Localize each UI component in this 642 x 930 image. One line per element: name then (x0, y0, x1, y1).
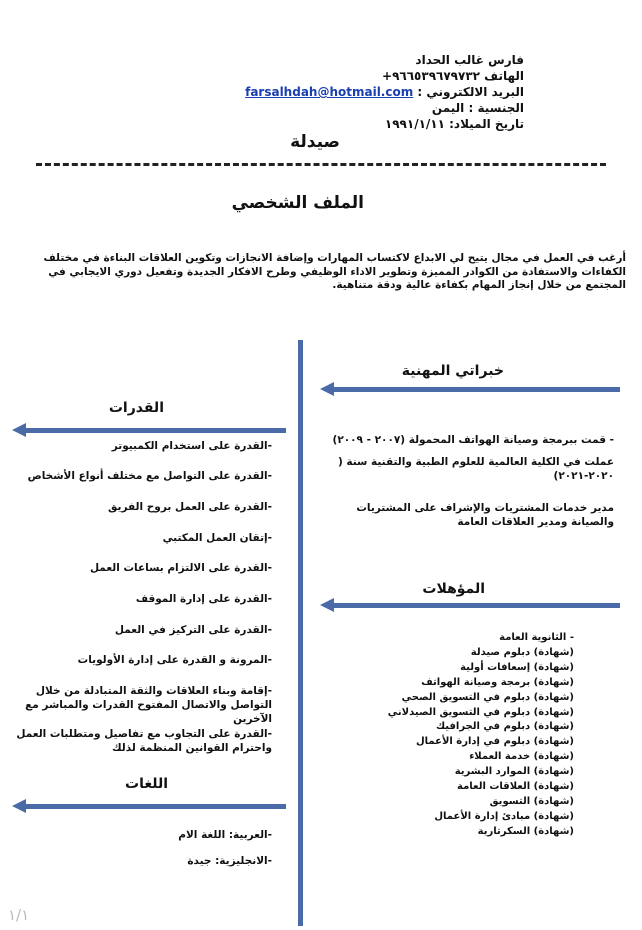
list-item: (شهادة) دبلوم في إدارة الأعمال (415, 736, 574, 748)
list-item: (شهادة) دبلوم صيدلة (470, 646, 574, 658)
ability-item: -المرونة و القدرة على إدارة الأولويات (77, 654, 272, 666)
abilities-arrow (24, 428, 286, 433)
experience-item: عملت في الكلية العالمية للعلوم الطبية والتقنية سنة ( ٢٠٢٠-٢٠٢١) (337, 456, 614, 482)
job-title: صيدلة (290, 132, 340, 152)
list-item: (شهادة) خدمة العملاء (469, 751, 574, 763)
languages-arrow (24, 804, 286, 809)
list-item: - الثانوية العامة (499, 632, 574, 643)
profile-title: الملف الشخصي (231, 193, 364, 213)
ability-item: -القدرة على الالتزام بساعات العمل (89, 562, 272, 574)
list-item: (شهادة) دبلوم في التسويق الصيدلاني (387, 706, 574, 718)
ability-item: -القدرة على استخدام الكمبيوتر (111, 440, 272, 452)
page-number: ١/١ (8, 906, 30, 924)
experience-arrow (332, 387, 620, 392)
contact-phone: الهاتف ٩٦٦٥٣٩٦٧٩٧٣٢+ (382, 69, 524, 83)
list-item: (شهادة) برمجة وصيانة الهواتف (421, 676, 574, 688)
ability-item: -القدرة على التجاوب مع تفاصيل ومتطلبات العمل واحترام القوانين المنظمة لذلك (16, 728, 272, 754)
separator-dashed (36, 163, 606, 166)
contact-name: فارس غالب الحداد (415, 53, 524, 67)
experience-title: خبراتي المهنية (401, 363, 504, 379)
list-item: (شهادة) مبادئ إدارة الأعمال (434, 810, 574, 822)
divider-vertical (298, 340, 303, 926)
email-link[interactable]: farsalhdah@hotmail.com (245, 85, 414, 99)
experience-item: مدير خدمات المشتريات والإشراف على المشتريات والصيانة ومدير العلاقات العامة (356, 502, 614, 528)
email-label: البريد الالكتروني : (417, 85, 524, 99)
list-item: (شهادة) العلاقات العامة (457, 781, 574, 793)
ability-item: -القدرة على العمل بروح الفريق (108, 501, 272, 513)
ability-item: -القدرة على إدارة الموقف (135, 593, 272, 605)
list-item: (شهادة) إسعافات أولية (460, 661, 574, 673)
languages-title: اللغات (125, 776, 168, 792)
qualifications-list (354, 631, 574, 840)
list-item: (شهادة) دبلوم في التسويق الصحي (401, 691, 574, 703)
contact-nationality: الجنسية : اليمن (431, 101, 524, 115)
profile-text: أرغب في العمل في مجال يتيح لي الابداع لاكتساب المهارات وإضافة الانجازات وتكوين العلاقات البناءة في مختلف الكفاءات والاستفادة من الكوادر المميزة وتطوير الاداء الوظيفي وطرح الافكار الجديدة وتفعيل دوري الايجابي في المجتمع من خلال إنجاز المهام بكفاءة عالية ودقة متناهية. (43, 252, 626, 291)
contact-dob: تاريخ الميلاد: ١٩٩١/١/١١ (384, 117, 524, 131)
list-item: (شهادة) دبلوم في الجرافيك (435, 721, 574, 733)
contact-email-row (245, 85, 524, 99)
ability-item: -إتقان العمل المكتبي (162, 532, 272, 544)
language-item: -الانجليزية: جيدة (187, 855, 272, 867)
language-item: -العربية: اللغة الام (178, 829, 272, 841)
list-item: (شهادة) التسويق (489, 795, 574, 807)
experience-item: - قمت ببرمجة وصيانة الهواتف المحمولة (٢٠٠٧ - ٢٠٠٩) (332, 434, 614, 446)
qualifications-arrow (332, 603, 620, 608)
list-item: (شهادة) السكرتارية (477, 825, 574, 837)
abilities-title: القدرات (108, 400, 164, 416)
qualifications-title: المؤهلات (422, 581, 485, 597)
ability-item: -القدرة على التركيز في العمل (114, 624, 272, 636)
ability-item: -إقامة وبناء العلاقات والثقة المتبادلة من خلال التواصل والاتصال المفتوح القدرات والمباشر مع الآخرين (25, 685, 272, 725)
list-item: (شهادة) الموارد البشرية (454, 766, 574, 778)
ability-item: -القدرة على التواصل مع مختلف أنواع الأشخاص (27, 470, 272, 482)
